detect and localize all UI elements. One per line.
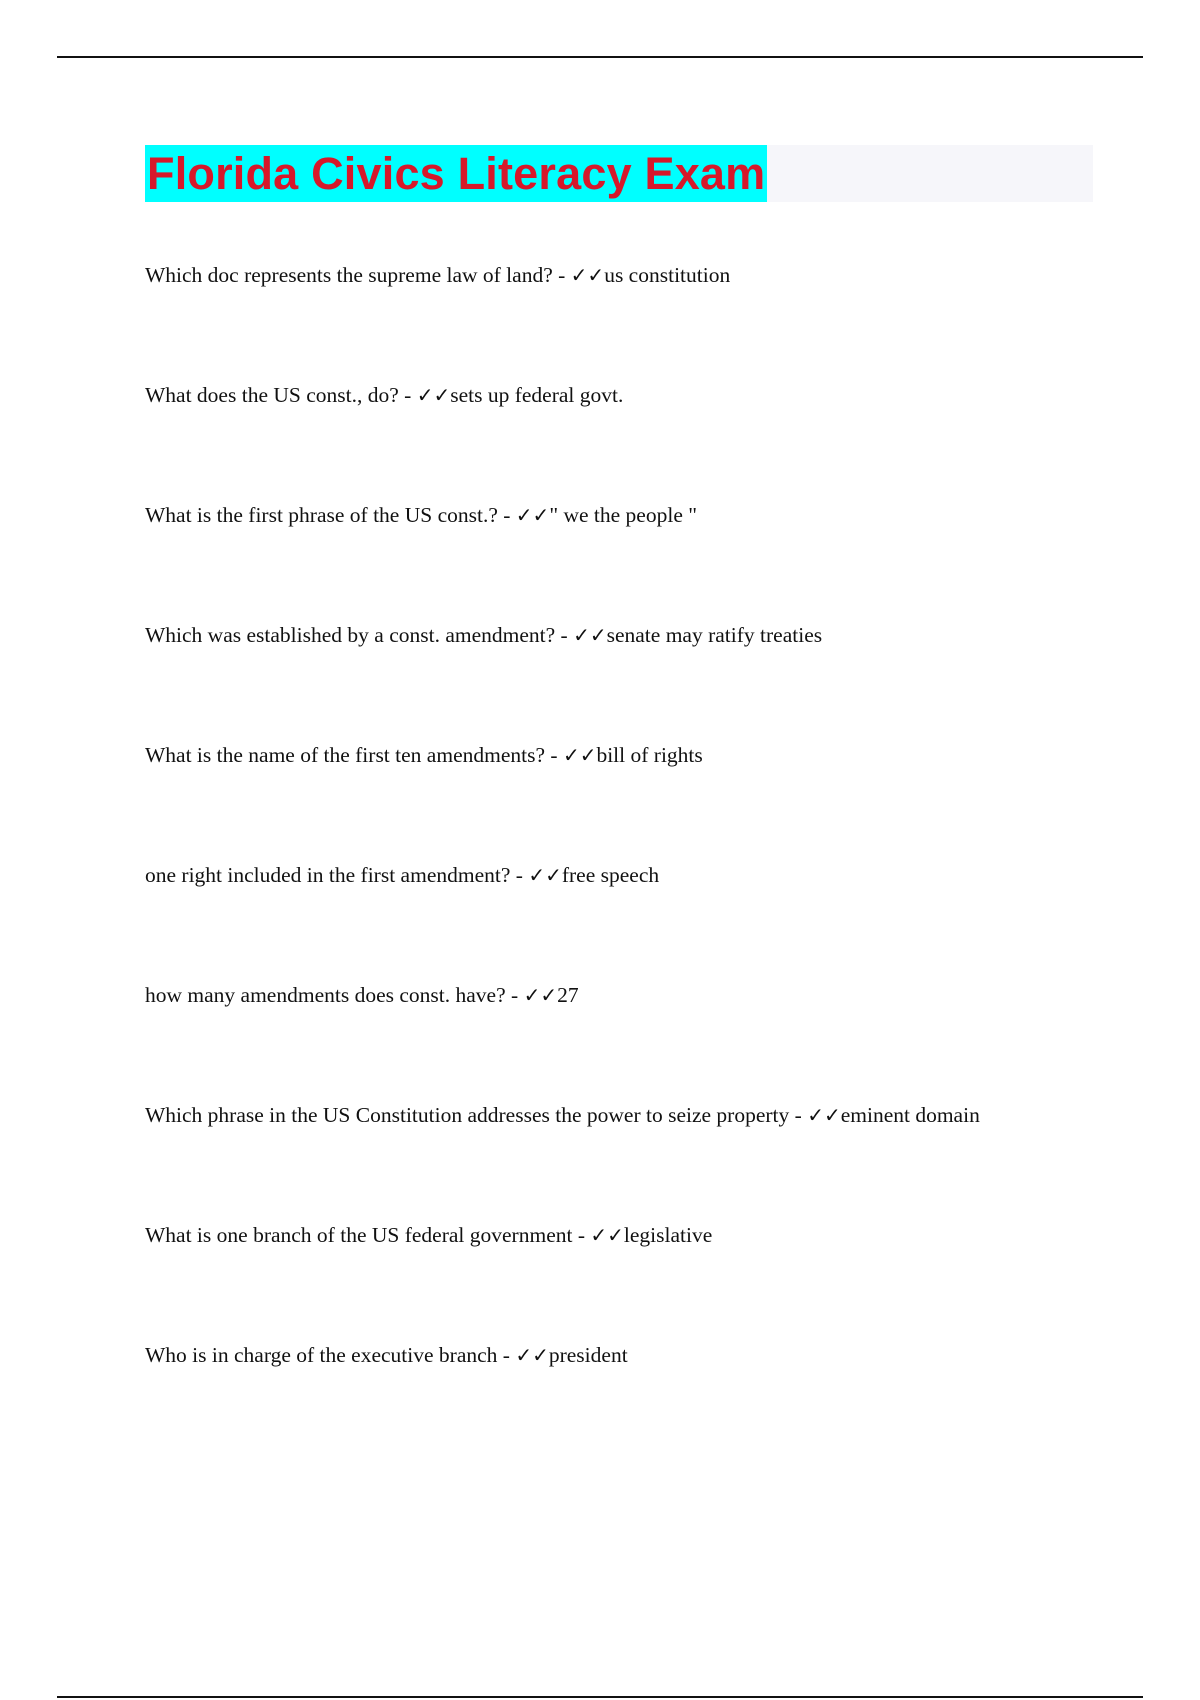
separator: - bbox=[789, 1103, 808, 1127]
top-rule bbox=[57, 56, 1143, 58]
double-check-icon: ✓✓ bbox=[573, 623, 607, 647]
answer-text: senate may ratify treaties bbox=[606, 623, 823, 647]
double-check-icon: ✓✓ bbox=[528, 863, 562, 887]
separator: - bbox=[555, 623, 574, 647]
separator: - bbox=[497, 1343, 516, 1367]
qa-item bbox=[145, 738, 1145, 858]
question-text: What is one branch of the US federal government bbox=[145, 1223, 573, 1247]
double-check-icon: ✓✓ bbox=[515, 503, 550, 527]
answer-text: us constitution bbox=[604, 263, 731, 287]
document-title: Florida Civics Literacy Exam bbox=[147, 148, 766, 199]
separator: - bbox=[552, 263, 571, 287]
separator: - bbox=[497, 503, 516, 527]
separator: - bbox=[545, 743, 563, 767]
answer-text: 27 bbox=[557, 983, 579, 1007]
qa-item bbox=[145, 258, 1145, 378]
question-text: What is the first phrase of the US const.? bbox=[145, 503, 498, 527]
bottom-rule bbox=[57, 1696, 1143, 1698]
double-check-icon: ✓✓ bbox=[590, 1223, 624, 1247]
qa-item bbox=[145, 498, 1145, 618]
separator: - bbox=[398, 383, 417, 407]
qa-item bbox=[145, 1218, 1145, 1338]
answer-text: legislative bbox=[623, 1223, 713, 1247]
question-text: What is the name of the first ten amendments? bbox=[145, 743, 546, 767]
question-text: Who is in charge of the executive branch bbox=[145, 1343, 498, 1367]
qa-item bbox=[145, 858, 1145, 978]
double-check-icon: ✓✓ bbox=[570, 263, 605, 287]
question-text: Which doc represents the supreme law of land? bbox=[145, 263, 553, 287]
answer-text: bill of rights bbox=[596, 743, 703, 767]
double-check-icon: ✓✓ bbox=[416, 383, 451, 407]
separator: - bbox=[572, 1223, 591, 1247]
question-text: how many amendments does const. have? bbox=[145, 983, 506, 1007]
answer-text: sets up federal govt. bbox=[450, 383, 624, 407]
question-text: Which phrase in the US Constitution addresses the power to seize property bbox=[145, 1103, 790, 1127]
answer-text: president bbox=[548, 1343, 628, 1367]
answer-text: free speech bbox=[561, 863, 660, 887]
question-text: one right included in the first amendment? bbox=[145, 863, 511, 887]
separator: - bbox=[510, 863, 529, 887]
separator: - bbox=[505, 983, 524, 1007]
double-check-icon: ✓✓ bbox=[562, 743, 597, 767]
qa-item bbox=[145, 618, 1145, 738]
question-text: Which was established by a const. amendment? bbox=[145, 623, 556, 647]
double-check-icon: ✓✓ bbox=[515, 1343, 549, 1367]
qa-item bbox=[145, 378, 1145, 498]
double-check-icon: ✓✓ bbox=[523, 983, 558, 1007]
double-check-icon: ✓✓ bbox=[807, 1103, 841, 1127]
qa-list bbox=[145, 258, 1145, 1458]
title-highlight bbox=[145, 145, 767, 202]
answer-text: eminent domain bbox=[840, 1103, 980, 1127]
qa-item bbox=[145, 978, 1145, 1098]
answer-text: " we the people " bbox=[549, 503, 698, 527]
question-text: What does the US const., do? bbox=[145, 383, 399, 407]
qa-item bbox=[145, 1338, 1145, 1458]
qa-item bbox=[145, 1098, 1145, 1218]
